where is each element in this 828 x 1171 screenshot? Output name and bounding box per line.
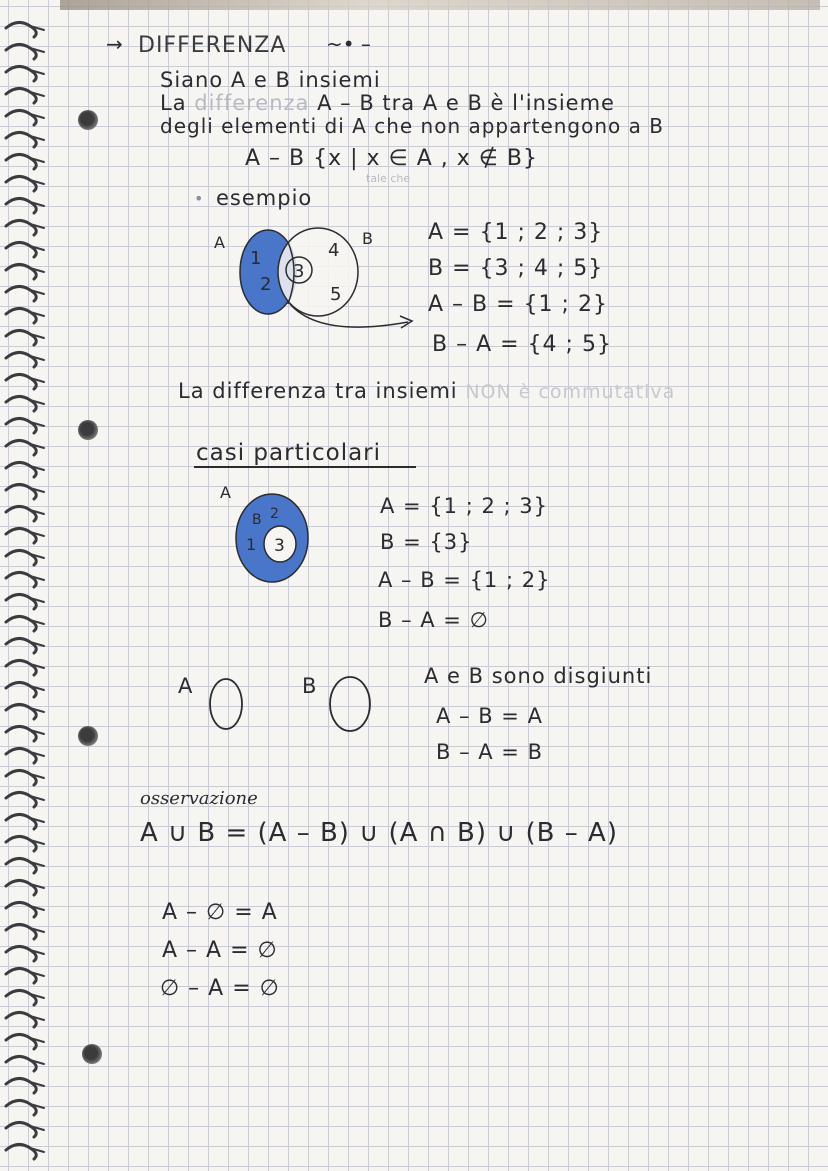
spiral-coil bbox=[6, 110, 36, 125]
spiral-coil bbox=[6, 616, 36, 631]
equation: A = {1 ; 2 ; 3} bbox=[380, 494, 548, 518]
equation: B – A = {4 ; 5} bbox=[432, 332, 612, 357]
observation-label: osservazione bbox=[140, 788, 258, 809]
spiral-coil bbox=[6, 924, 36, 939]
disjoint-label-a: A bbox=[178, 674, 194, 698]
venn-value: 5 bbox=[330, 284, 342, 305]
spiral-coil bbox=[6, 1034, 36, 1049]
spiral-coil bbox=[6, 550, 36, 565]
spiral-coil bbox=[6, 946, 36, 961]
definition-line-1: Siano A e B insiemi bbox=[160, 68, 381, 92]
spiral-coil bbox=[6, 154, 36, 169]
spiral-coil bbox=[6, 1012, 36, 1027]
equation: B = {3 ; 4 ; 5} bbox=[428, 256, 604, 281]
definition-suffix: A – B tra A e B è l'insieme bbox=[317, 91, 615, 115]
spiral-coil bbox=[6, 264, 36, 279]
spiral-coil bbox=[6, 902, 36, 917]
spiral-coil bbox=[6, 462, 36, 477]
subset-value: 3 bbox=[274, 536, 285, 556]
spiral-coil bbox=[6, 638, 36, 653]
spiral-coil bbox=[6, 44, 36, 59]
equation: A – B = {1 ; 2} bbox=[428, 292, 608, 317]
spiral-coil bbox=[6, 440, 36, 455]
equation: A = {1 ; 2 ; 3} bbox=[428, 220, 604, 245]
spiral-coil bbox=[6, 858, 36, 873]
spiral-coil bbox=[6, 1056, 36, 1071]
punch-hole bbox=[78, 726, 98, 746]
spiral-coil bbox=[6, 220, 36, 235]
spiral-coil bbox=[6, 1144, 36, 1159]
spiral-coil bbox=[6, 1122, 36, 1137]
spiral-coil bbox=[6, 66, 36, 81]
commutative-faint: NON è commutativa bbox=[465, 381, 676, 403]
venn-label-a: A bbox=[214, 233, 225, 252]
equation: A – B = {1 ; 2} bbox=[378, 568, 551, 592]
spiral-coil bbox=[6, 1078, 36, 1093]
observation-formula: A ∪ B = (A – B) ∪ (A ∩ B) ∪ (B – A) bbox=[140, 818, 618, 848]
definition-formula: A – B {x | x ∈ A , x ∉ B} bbox=[245, 146, 538, 171]
punch-hole bbox=[78, 110, 98, 130]
identity: A – ∅ = A bbox=[162, 900, 278, 925]
spiral-coil bbox=[6, 682, 36, 697]
spiral-coil bbox=[6, 572, 36, 587]
page-title: DIFFERENZA bbox=[138, 33, 287, 58]
punch-hole bbox=[82, 1044, 102, 1064]
spiral-coil bbox=[6, 308, 36, 323]
commutative-note bbox=[178, 379, 675, 403]
spiral-coil bbox=[6, 352, 36, 367]
spiral-coil bbox=[6, 418, 36, 433]
spiral-coil bbox=[6, 770, 36, 785]
spiral-coil bbox=[6, 792, 36, 807]
venn-value: 1 bbox=[250, 248, 262, 269]
subset-value: 1 bbox=[246, 535, 257, 554]
heading-underline bbox=[194, 466, 416, 468]
subset-value: 2 bbox=[270, 506, 279, 522]
example-label: esempio bbox=[216, 186, 313, 210]
disjoint-label-b: B bbox=[302, 674, 318, 698]
venn-diagram-example bbox=[200, 220, 440, 350]
spiral-coil bbox=[6, 704, 36, 719]
subset-label-a: A bbox=[220, 483, 231, 502]
definition-prefix: La bbox=[160, 91, 187, 115]
spiral-coil bbox=[6, 330, 36, 345]
equation: B – A = B bbox=[436, 740, 543, 764]
spiral-coil bbox=[6, 484, 36, 499]
equation: B = {3} bbox=[380, 530, 473, 554]
spiral-coil bbox=[6, 396, 36, 411]
disjoint-set-a bbox=[206, 674, 246, 734]
identity: ∅ – A = ∅ bbox=[160, 976, 280, 1001]
spiral-coil bbox=[6, 528, 36, 543]
special-cases-heading: casi particolari bbox=[196, 440, 382, 466]
venn-value: 4 bbox=[328, 240, 340, 261]
subset-label-b: B bbox=[252, 512, 262, 528]
spiral-coil bbox=[6, 88, 36, 103]
spiral-coil bbox=[6, 594, 36, 609]
bullet-icon: • bbox=[194, 189, 204, 208]
formula-note: tale che bbox=[366, 172, 411, 185]
title-arrow: → bbox=[106, 32, 123, 56]
spiral-coil bbox=[6, 990, 36, 1005]
disjoint-set-b bbox=[326, 670, 376, 736]
definition-line-2 bbox=[160, 91, 615, 115]
definition-highlight: differenza bbox=[194, 91, 310, 115]
spiral-coil bbox=[6, 176, 36, 191]
spiral-coil bbox=[6, 286, 36, 301]
spiral-coil bbox=[6, 748, 36, 763]
page-top-edge bbox=[60, 0, 820, 10]
equation: B – A = ∅ bbox=[378, 608, 489, 632]
spiral-coil bbox=[6, 726, 36, 741]
spiral-coil bbox=[6, 968, 36, 983]
spiral-coil bbox=[6, 1100, 36, 1115]
spiral-coil bbox=[6, 814, 36, 829]
equation: A – B = A bbox=[436, 704, 543, 728]
commutative-text: La differenza tra insiemi bbox=[178, 379, 458, 403]
venn-label-b: B bbox=[362, 229, 373, 248]
spiral-coil bbox=[6, 198, 36, 213]
spiral-binding bbox=[0, 0, 60, 1171]
spiral-coil bbox=[6, 132, 36, 147]
venn-value: 2 bbox=[260, 274, 272, 295]
venn-set-b bbox=[278, 228, 358, 316]
venn-value: 3 bbox=[293, 261, 305, 282]
spiral-coil bbox=[6, 242, 36, 257]
punch-hole bbox=[78, 420, 98, 440]
venn-diagram-subset bbox=[200, 478, 330, 590]
definition-line-3: degli elementi di A che non appartengono a B bbox=[160, 114, 664, 138]
title-mark: ~• – bbox=[326, 32, 371, 56]
spiral-coil bbox=[6, 374, 36, 389]
spiral-coil bbox=[6, 660, 36, 675]
spiral-coil bbox=[6, 836, 36, 851]
spiral-coil bbox=[6, 880, 36, 895]
disjoint-heading: A e B sono disgiunti bbox=[424, 664, 653, 688]
spiral-coil bbox=[6, 22, 36, 37]
identity: A – A = ∅ bbox=[162, 938, 278, 963]
spiral-coil bbox=[6, 506, 36, 521]
